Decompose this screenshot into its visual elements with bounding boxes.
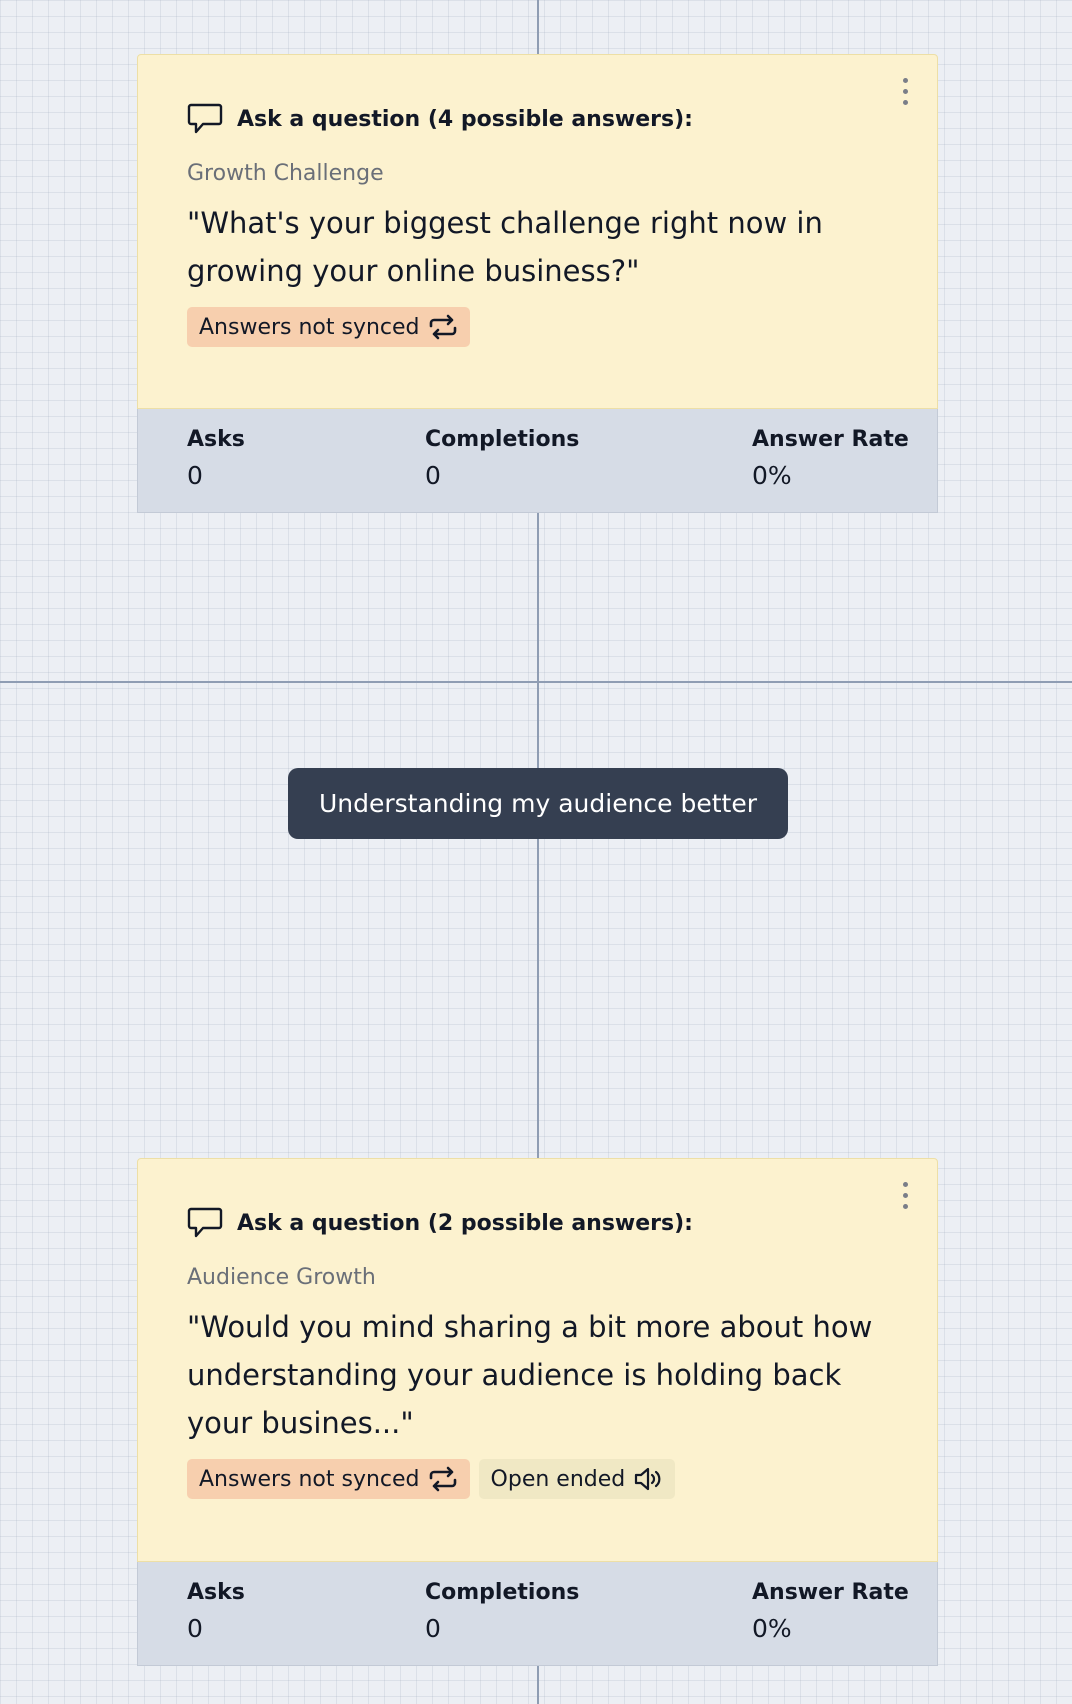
question-card-1[interactable] bbox=[137, 54, 938, 513]
stat-answer-rate bbox=[752, 423, 909, 495]
card-header bbox=[187, 1203, 888, 1243]
stat-value: 0 bbox=[187, 1614, 203, 1643]
question-text: "What's your biggest challenge right now in growing your online business?" bbox=[187, 206, 823, 288]
stat-completions bbox=[425, 1576, 579, 1648]
chat-bubble-icon bbox=[187, 1205, 225, 1241]
stat-label: Asks bbox=[187, 427, 245, 452]
stat-value: 0 bbox=[425, 461, 441, 490]
stat-label: Asks bbox=[187, 1580, 245, 1605]
card-header-text: Ask a question (4 possible answers): bbox=[237, 106, 693, 132]
chat-bubble-icon bbox=[187, 101, 225, 137]
card-header-text: Ask a question (2 possible answers): bbox=[237, 1210, 693, 1236]
stat-completions bbox=[425, 423, 579, 495]
question-card-2[interactable] bbox=[137, 1158, 938, 1666]
answers-not-synced-chip[interactable] bbox=[187, 307, 470, 347]
answers-not-synced-chip[interactable] bbox=[187, 1459, 470, 1499]
stat-label: Answer Rate bbox=[752, 1580, 909, 1605]
stat-value: 0% bbox=[752, 461, 792, 490]
stat-label: Completions bbox=[425, 427, 580, 452]
more-vertical-icon[interactable] bbox=[893, 1177, 917, 1213]
open-ended-chip[interactable] bbox=[479, 1459, 676, 1499]
chip-label: Answers not synced bbox=[199, 1466, 420, 1492]
speaker-icon bbox=[633, 1466, 663, 1492]
connector-horizontal bbox=[0, 681, 1072, 683]
sync-arrows-icon bbox=[428, 314, 458, 340]
stat-value: 0% bbox=[752, 1614, 792, 1643]
stat-value: 0 bbox=[187, 461, 203, 490]
question-topic: Growth Challenge bbox=[187, 161, 384, 186]
question-topic: Audience Growth bbox=[187, 1265, 376, 1290]
stats-bar bbox=[137, 1562, 938, 1666]
stat-asks bbox=[187, 423, 245, 495]
card-header bbox=[187, 99, 888, 139]
more-vertical-icon[interactable] bbox=[893, 73, 917, 109]
question-text: "Would you mind sharing a bit more about how understanding your audience is holding back your busines..." bbox=[187, 1310, 873, 1440]
stat-label: Completions bbox=[425, 1580, 580, 1605]
chip-label: Open ended bbox=[490, 1466, 626, 1492]
stat-value: 0 bbox=[425, 1614, 441, 1643]
chip-label: Answers not synced bbox=[199, 314, 420, 340]
stat-answer-rate bbox=[752, 1576, 909, 1648]
stats-bar bbox=[137, 409, 938, 513]
stat-asks bbox=[187, 1576, 245, 1648]
sync-arrows-icon bbox=[428, 1466, 458, 1492]
answer-node[interactable] bbox=[288, 768, 788, 839]
stat-label: Answer Rate bbox=[752, 427, 909, 452]
answer-node-label: Understanding my audience better bbox=[318, 789, 758, 818]
